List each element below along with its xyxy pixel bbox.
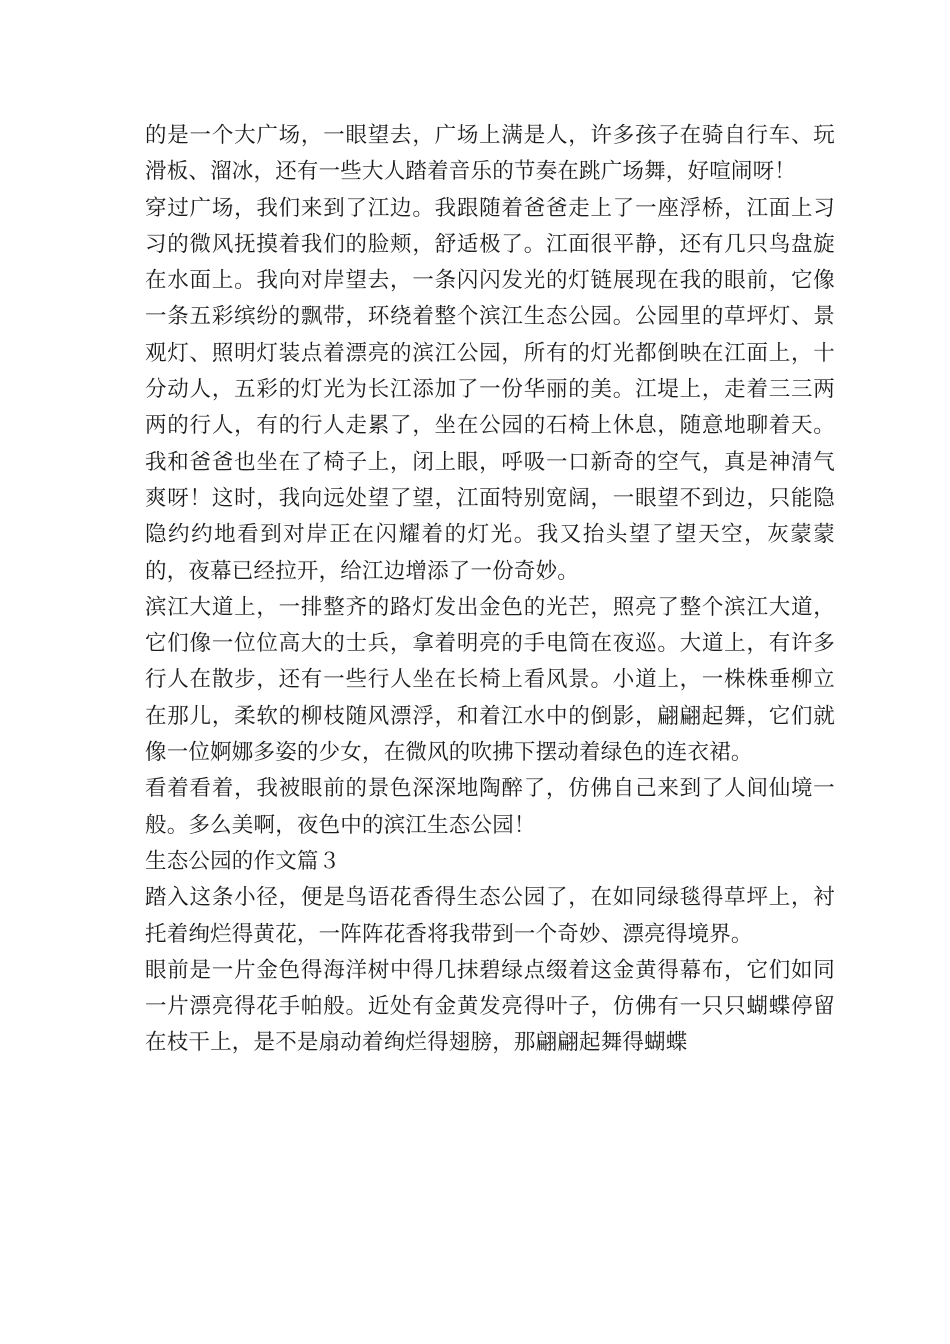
paragraph-3: 滨江大道上，一排整齐的路灯发出金色的光芒，照亮了整个滨江大道，它们像一位位高大的士兵，拿着明亮的手电筒在夜巡。大道上，有许多行人在散步，还有一些行人坐在长椅上看风景。小道上，一株株垂柳立在那儿，柔软的柳枝随风漂浮，和着江水中的倒影，翩翩起舞，它们就像一位婀娜多姿的少女，在微风的吹拂下摆动着绿色的连衣裙。 <box>145 594 835 766</box>
section-heading: 生态公园的作文篇３ <box>145 848 341 874</box>
document-body <box>145 118 835 1062</box>
paragraph-2: 穿过广场，我们来到了江边。我跟随着爸爸走上了一座浮桥，江面上习习的微风抚摸着我们的脸颊，舒适极了。江面很平静，还有几只鸟盘旋在水面上。我向对岸望去，一条闪闪发光的灯链展现在我的眼前，它像一条五彩缤纷的飘带，环绕着整个滨江生态公园。公园里的草坪灯、景观灯、照明灯装点着漂亮的滨江公园，所有的灯光都倒映在江面上，十分动人，五彩的灯光为长江添加了一份华丽的美。江堤上，走着三三两两的行人，有的行人走累了，坐在公园的石椅上休息，随意地聊着天。我和爸爸也坐在了椅子上，闭上眼，呼吸一口新奇的空气，真是神清气爽呀！这时，我向远处望了望，江面特别宽阔，一眼望不到边，只能隐隐约约地看到对岸正在闪耀着的灯光。我又抬头望了望天空，灰蒙蒙的，夜幕已经拉开，给江边增添了一份奇妙。 <box>145 195 835 584</box>
paragraph-5: 踏入这条小径，便是鸟语花香得生态公园了，在如同绿毯得草坪上，衬托着绚烂得黄花，一阵阵花香将我带到一个奇妙、漂亮得境界。 <box>145 885 835 947</box>
paragraph-6: 眼前是一片金色得海洋树中得几抹碧绿点缀着这金黄得幕布，它们如同一片漂亮得花手帕般。近处有金黄发亮得叶子，仿佛有一只只蝴蝶停留在枝干上，是不是扇动着绚烂得翅膀，那翩翩起舞得蝴蝶 <box>145 957 835 1056</box>
paragraph-1: 的是一个大广场，一眼望去，广场上满是人，许多孩子在骑自行车、玩滑板、溜冰，还有一些大人踏着音乐的节奏在跳广场舞，好喧闹呀！ <box>145 123 835 185</box>
paragraph-4: 看着看着，我被眼前的景色深深地陶醉了，仿佛自己来到了人间仙境一般。多么美啊，夜色中的滨江生态公园！ <box>145 776 835 838</box>
